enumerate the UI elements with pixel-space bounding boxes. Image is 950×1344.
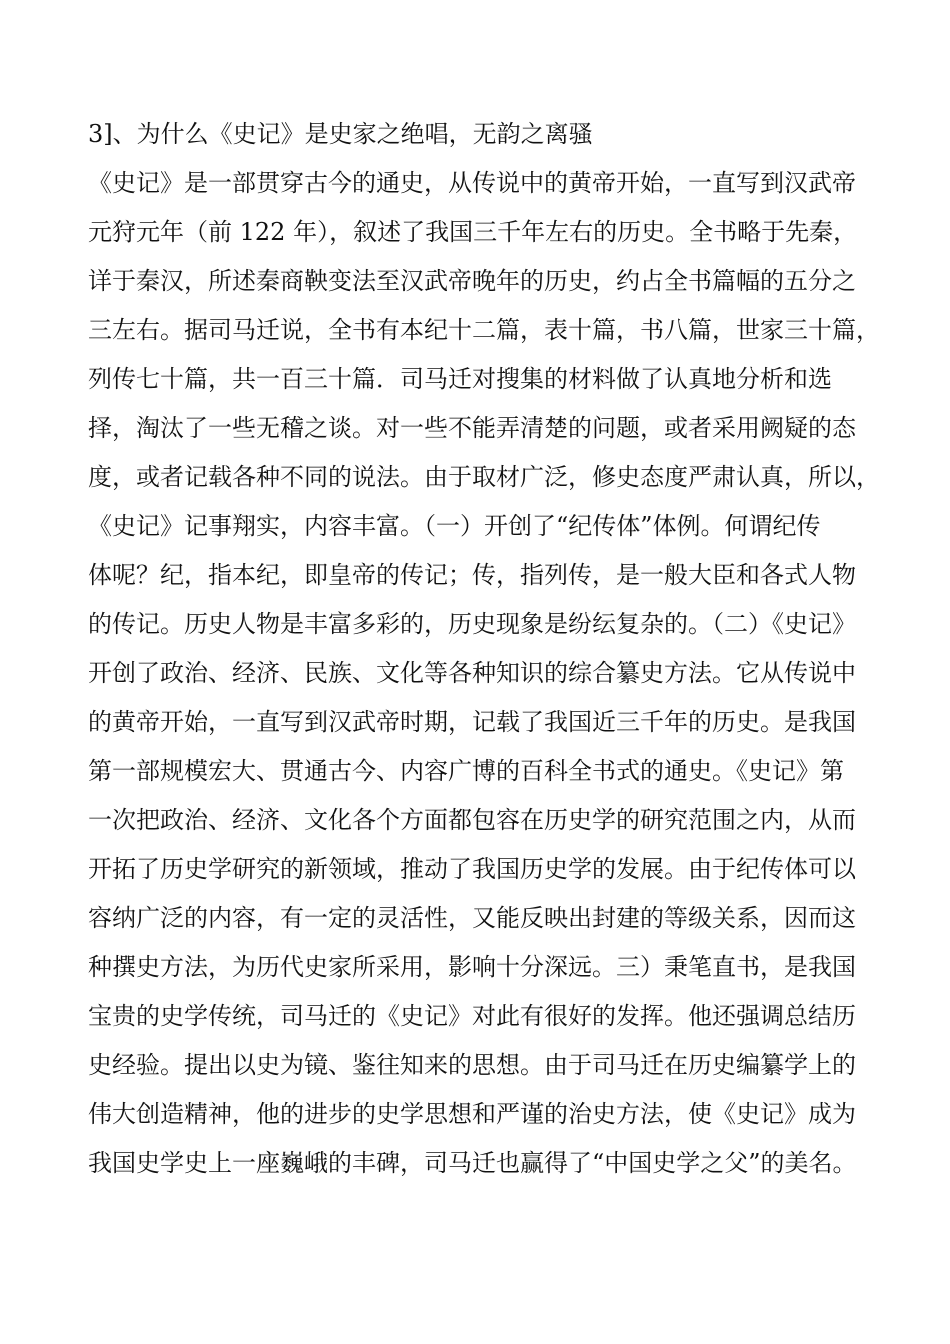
paragraph-line-6: 择，淘汰了一些无稽之谈。对一些不能弄清楚的问题，或者采用阙疑的态 xyxy=(88,414,856,442)
paragraph-line-7: 度，或者记载各种不同的说法。由于取材广泛，修史态度严肃认真，所以， xyxy=(88,463,880,491)
paragraph-line-18: 宝贵的史学传统，司马迁的《史记》对此有很好的发挥。他还强调总结历 xyxy=(88,1002,856,1030)
paragraph-line-12: 的黄帝开始，一直写到汉武帝时期，记载了我国近三千年的历史。是我国 xyxy=(88,708,856,736)
paragraph-line-1: 《史记》是一部贯穿古今的通史，从传说中的黄帝开始，一直写到汉武帝 xyxy=(88,169,856,197)
paragraph-line-20: 伟大创造精神，他的进步的史学思想和严谨的治史方法，使《史记》成为 xyxy=(88,1100,856,1128)
paragraph-line-13: 第一部规模宏大、贯通古今、内容广博的百科全书式的通史。《史记》第 xyxy=(88,757,844,785)
paragraph-line-4: 三左右。据司马迁说，全书有本纪十二篇，表十篇，书八篇，世家三十篇， xyxy=(88,316,880,344)
paragraph-line-21: 我国史学史上一座巍峨的丰碑，司马迁也赢得了“中国史学之父”的美名。 xyxy=(88,1149,857,1177)
paragraph-line-10: 的传记。历史人物是丰富多彩的，历史现象是纷纭复杂的。（二）《史记》 xyxy=(88,610,856,638)
paragraph-line-5: 列传七十篇，共一百三十篇．司马迁对搜集的材料做了认真地分析和选 xyxy=(88,365,832,393)
paragraph-line-2: 元狩元年（前 122 年），叙述了我国三千年左右的历史。全书略于先秦， xyxy=(88,218,858,246)
paragraph-line-15: 开拓了历史学研究的新领域，推动了我国历史学的发展。由于纪传体可以 xyxy=(88,855,856,883)
section-heading: 3]、为什么《史记》是史家之绝唱，无韵之离骚 xyxy=(88,120,593,148)
paragraph-line-17: 种撰史方法，为历代史家所采用，影响十分深远。三）秉笔直书，是我国 xyxy=(88,953,856,981)
paragraph-line-8: 《史记》记事翔实，内容丰富。（一）开创了“纪传体”体例。何谓纪传 xyxy=(88,512,821,540)
paragraph-line-14: 一次把政治、经济、文化各个方面都包容在历史学的研究范围之内，从而 xyxy=(88,806,856,834)
paragraph-line-16: 容纳广泛的内容，有一定的灵活性，又能反映出封建的等级关系，因而这 xyxy=(88,904,856,932)
paragraph-line-11: 开创了政治、经济、民族、文化等各种知识的综合纂史方法。它从传说中 xyxy=(88,659,856,687)
paragraph-line-3: 详于秦汉，所述秦商鞅变法至汉武帝晚年的历史，约占全书篇幅的五分之 xyxy=(88,267,856,295)
paragraph-line-9: 体呢？纪，指本纪，即皇帝的传记；传，指列传，是一般大臣和各式人物 xyxy=(88,561,856,589)
paragraph-line-19: 史经验。提出以史为镜、鉴往知来的思想。由于司马迁在历史编纂学上的 xyxy=(88,1051,856,1079)
